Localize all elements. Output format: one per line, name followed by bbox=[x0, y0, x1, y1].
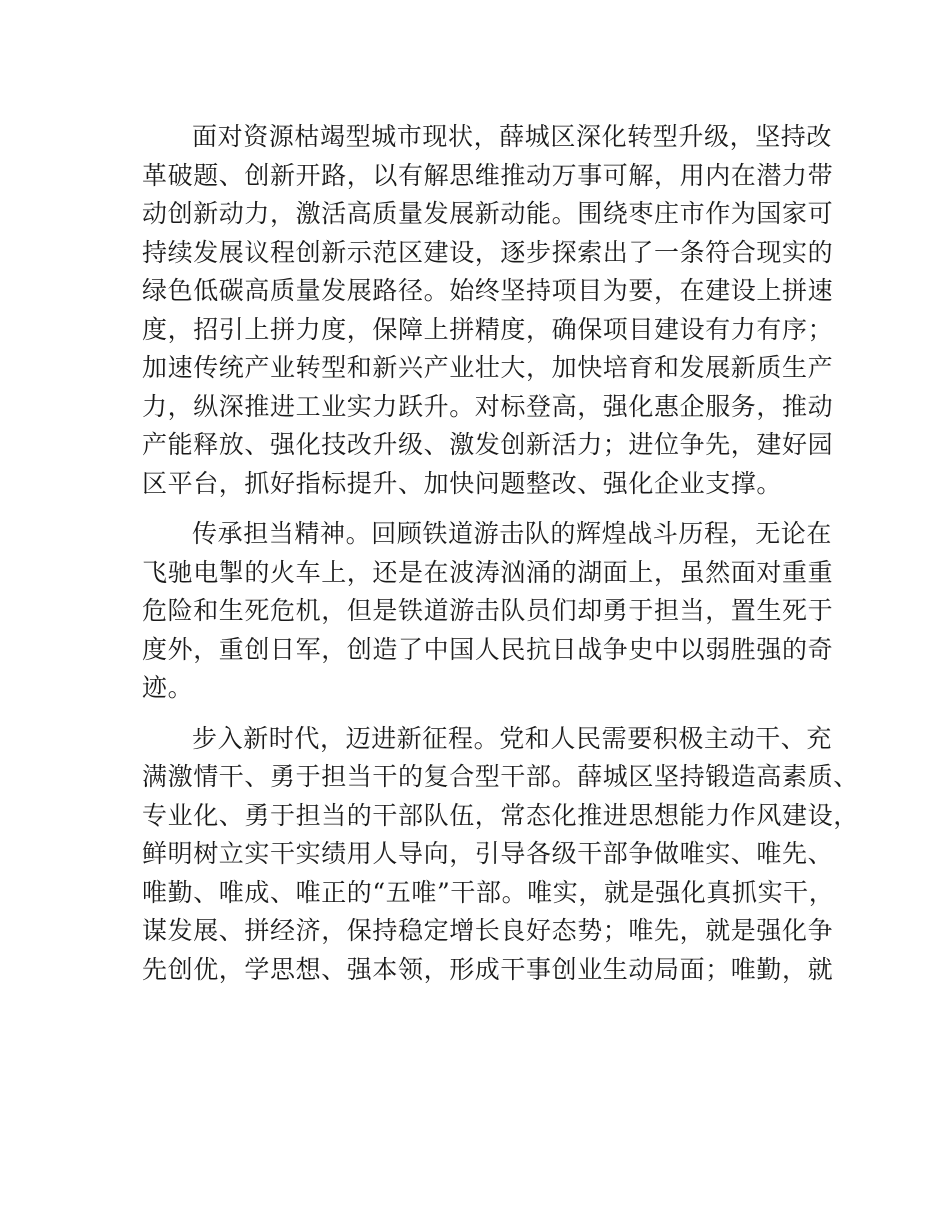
text-line: 动创新动力，激活高质量发展新动能。围绕枣庄市作为国家可 bbox=[142, 199, 834, 228]
document-body bbox=[142, 118, 859, 989]
text-line: 度，招引上拼力度，保障上拼精度，确保项目建设有力有序； bbox=[142, 314, 834, 344]
text-line: 满激情干、勇于担当干的复合型干部。薛城区坚持锻造高素质、 bbox=[142, 762, 859, 791]
text-line: 度外，重创日军，创造了中国人民抗日战争史中以弱胜强的奇 bbox=[142, 634, 834, 664]
text-line: 传承担当精神。回顾铁道游击队的辉煌战斗历程，无论在 bbox=[192, 519, 833, 548]
paragraph-transformation bbox=[142, 118, 834, 503]
text-line: 力，纵深推进工业实力跃升。对标登高，强化惠企服务，推动 bbox=[142, 391, 834, 421]
text-line: 先创优，学思想、强本领，形成干事创业生动局面；唯勤，就 bbox=[142, 954, 834, 984]
text-line: 危险和生死危机，但是铁道游击队员们却勇于担当，置生死于 bbox=[142, 596, 834, 625]
text-line: 革破题、创新开路，以有解思维推动万事可解，用内在潜力带 bbox=[142, 160, 834, 190]
text-line: 绿色低碳高质量发展路径。始终坚持项目为要，在建设上拼速 bbox=[142, 276, 834, 305]
paragraph-new-era bbox=[142, 720, 859, 990]
text-line: 步入新时代，迈进新征程。党和人民需要积极主动干、充 bbox=[192, 723, 833, 753]
text-line: 唯勤、唯成、唯正的“五唯”干部。唯实，就是强化真抓实干， bbox=[142, 877, 835, 907]
text-line: 持续发展议程创新示范区建设，逐步探索出了一条符合现实的 bbox=[142, 237, 834, 267]
text-line: 产能释放、强化技改升级、激发创新活力；进位争先，建好园 bbox=[142, 430, 834, 459]
text-line: 飞驰电掣的火车上，还是在波涛汹涌的湖面上，虽然面对重重 bbox=[142, 557, 834, 587]
text-line: 区平台，抓好指标提升、加快问题整改、强化企业支撑。 bbox=[142, 468, 783, 498]
text-line: 鲜明树立实干实绩用人导向，引导各级干部争做唯实、唯先、 bbox=[142, 839, 834, 868]
text-line: 迹。 bbox=[142, 673, 194, 702]
text-line: 谋发展、拼经济，保持稳定增长良好态势；唯先，就是强化争 bbox=[142, 916, 834, 945]
text-line: 专业化、勇于担当的干部队伍，常态化推进思想能力作风建设， bbox=[142, 800, 859, 830]
text-line: 加速传统产业转型和新兴产业壮大，加快培育和发展新质生产 bbox=[142, 353, 834, 382]
text-line: 面对资源枯竭型城市现状，薛城区深化转型升级，坚持改 bbox=[192, 122, 833, 151]
paragraph-inherit-spirit bbox=[142, 515, 834, 708]
